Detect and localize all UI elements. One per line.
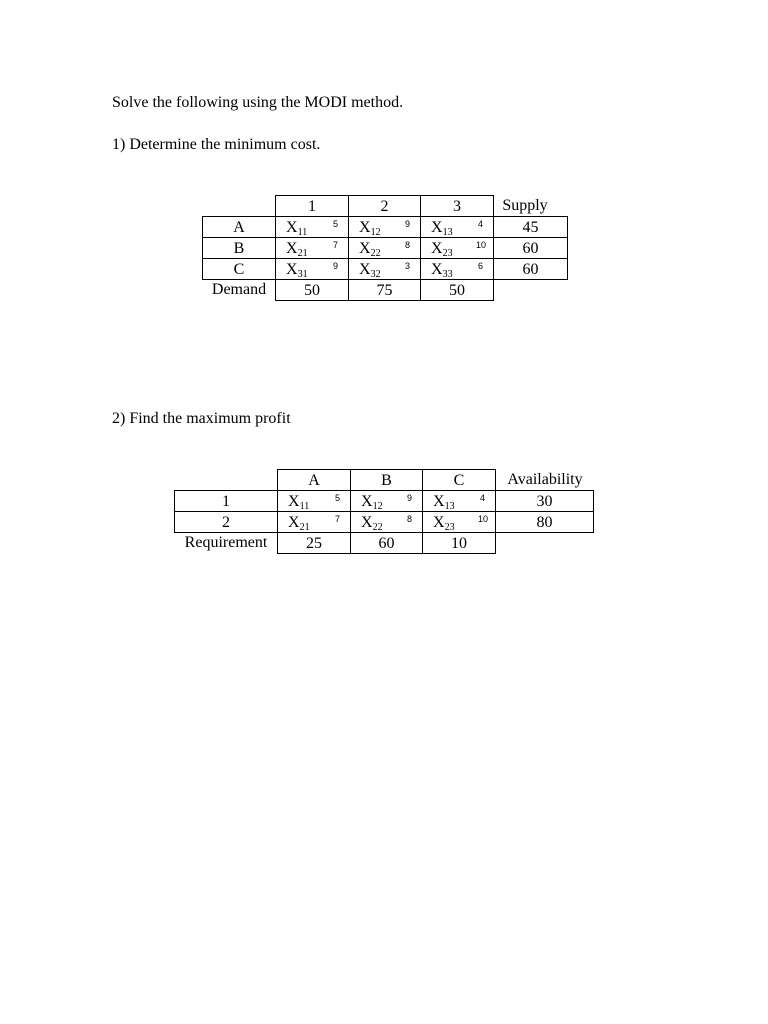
table-1-row-label: A (202, 216, 276, 238)
table-1-demand-value: 50 (275, 279, 349, 301)
table-2-col-header: C (422, 469, 496, 491)
table-1-demand-value: 75 (348, 279, 421, 301)
table-2-cell: $X_{22}$ 8 (350, 511, 423, 533)
table-2-col-header: A (277, 469, 351, 491)
table-1-cell: $X_{11}$ 5 (275, 216, 349, 238)
table-2-col-header: B (350, 469, 423, 491)
table-2-requirement-label: Requirement (184, 534, 268, 551)
table-1-col-header: 2 (348, 195, 421, 217)
table-2-cell: $X_{12}$ 9 (350, 490, 423, 512)
table-2-requirement-value: 60 (350, 532, 423, 554)
question-1-prompt: 1) Determine the minimum cost. (112, 136, 321, 153)
table-1-demand-label: Demand (211, 281, 267, 298)
table-2-cell: $X_{11}$ 5 (277, 490, 351, 512)
table-1-cell: $X_{31}$ 9 (275, 258, 349, 280)
table-2-availability-header: Availability (507, 471, 583, 488)
table-1-cell: $X_{33}$ 6 (420, 258, 494, 280)
table-1-cell: $X_{22}$ 8 (348, 237, 421, 259)
table-1-demand-value: 50 (420, 279, 494, 301)
table-1-col-header: 1 (275, 195, 349, 217)
table-2-availability-value: 80 (495, 511, 594, 533)
table-2-row-label: 1 (174, 490, 278, 512)
table-1-cell: $X_{23}$ 10 (420, 237, 494, 259)
table-1-cell: $X_{13}$ 4 (420, 216, 494, 238)
table-1-supply-value: 60 (493, 258, 568, 280)
table-2-requirement-value: 10 (422, 532, 496, 554)
profit-table-2 (174, 469, 598, 559)
table-2-row-label: 2 (174, 511, 278, 533)
table-2-cell: $X_{13}$ 4 (422, 490, 496, 512)
table-1-supply-value: 45 (493, 216, 568, 238)
table-1-col-header: 3 (420, 195, 494, 217)
table-1-cell: $X_{12}$ 9 (348, 216, 421, 238)
table-1-supply-header: Supply (502, 197, 548, 214)
table-1-cell: $X_{21}$ 7 (275, 237, 349, 259)
table-1-cell: $X_{32}$ 3 (348, 258, 421, 280)
table-1-row-label: C (202, 258, 276, 280)
table-1-supply-value: 60 (493, 237, 568, 259)
intro-text: Solve the following using the MODI method. (112, 94, 404, 111)
table-2-cell: $X_{21}$ 7 (277, 511, 351, 533)
table-2-requirement-value: 25 (277, 532, 351, 554)
table-2-availability-value: 30 (495, 490, 594, 512)
question-2-prompt: 2) Find the maximum profit (112, 410, 291, 427)
cost-table-1 (202, 195, 568, 305)
table-2-cell: $X_{23}$ 10 (422, 511, 496, 533)
table-1-row-label: B (202, 237, 276, 259)
